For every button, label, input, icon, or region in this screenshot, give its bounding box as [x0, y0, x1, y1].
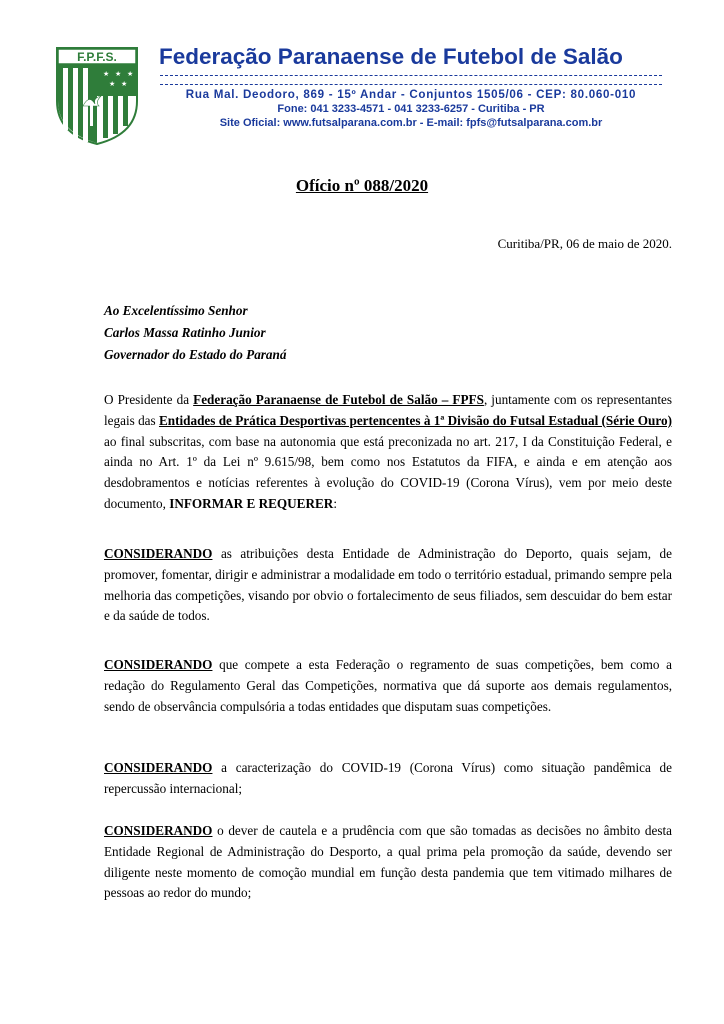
intro-entities-name: Entidades de Prática Desportivas pertencentes à 1ª Divisão do Futsal Estadual (Série Ouro) [158, 412, 672, 428]
organization-site-email: Site Oficial: www.futsalparana.com.br - E-mail: fpfs@futsalparana.com.br [219, 117, 603, 129]
organization-phone: Fone: 041 3233-4571 - 041 3233-6257 - Curitiba - PR [277, 103, 545, 115]
addressee-line: Ao Excelentíssimo Senhor [104, 303, 248, 318]
intro-text: , juntamente com os representantes legais das [104, 392, 672, 428]
intro-federation-name: Federação Paranaense de Futebol de Salão – FPFS [193, 392, 484, 407]
organization-address: Rua Mal. Deodoro, 869 - 15º Andar - Conjuntos 1505/06 - CEP: 80.060-010 [185, 88, 637, 101]
svg-text:★: ★ [121, 80, 128, 88]
fpfs-logo [55, 46, 139, 146]
document-date: Curitiba/PR, 06 de maio de 2020. [497, 236, 672, 251]
header-divider [160, 75, 662, 85]
intro-request-keyword: INFORMAR E REQUERER [169, 495, 334, 511]
considerando-text: as atribuições desta Entidade de Administração do Deporto, quais sejam, de promover, fomentar, dirigir e administrar a modalidade em todo o território estadual, primando sempre pela melhoria das competições, visando por obvio o fortalecimento de seus filiados, sem descuidar do bem estar e da saúde de todos. [104, 546, 672, 624]
svg-text:★: ★ [115, 70, 122, 78]
intro-text: : [333, 495, 337, 511]
considerando-paragraph [104, 655, 672, 717]
addressee-name: Carlos Massa Ratinho Junior [104, 325, 266, 340]
considerando-paragraph [104, 544, 672, 627]
svg-text:★: ★ [103, 70, 110, 78]
considerando-text: a caracterização do COVID-19 (Corona Vírus) como situação pandêmica de repercussão internacional; [104, 760, 672, 796]
svg-text:★: ★ [127, 70, 134, 78]
document-title: Ofício nº 088/2020 [295, 176, 429, 195]
intro-text: ao final subscritas, com base na autonomia que está preconizada no art. 217, I da Constituição Federal, e ainda no Art. 1º da Lei nº 9.615/98, bem como nos Estatutos da FIFA, e ainda e em atenção aos desdobramentos e notícias referentes à evolução do COVID-19 (Corona Vírus), vem por meio deste documento, [104, 433, 672, 511]
intro-paragraph [104, 390, 672, 515]
considerando-keyword: CONSIDERANDO [104, 760, 213, 775]
svg-text:★: ★ [109, 80, 116, 88]
intro-text: O Presidente da [104, 392, 194, 407]
logo-text: F.P.F.S. [77, 50, 117, 64]
considerando-text: que compete a esta Federação o regramento de suas competições, bem como a redação do Regulamento Geral das Competições, normativa que dá suporte aos demais regulamentos, sendo de observância compulsória a todas entidades que disputam suas competições. [104, 657, 672, 714]
considerando-paragraph [104, 758, 672, 800]
considerando-keyword: CONSIDERANDO [104, 823, 213, 838]
considerando-keyword: CONSIDERANDO [104, 657, 213, 672]
addressee-role: Governador do Estado do Paraná [104, 347, 287, 362]
addressee-block [104, 300, 286, 366]
considerando-keyword: CONSIDERANDO [104, 546, 213, 561]
considerando-paragraph [104, 821, 672, 904]
fpfs-shield-icon [55, 46, 139, 146]
organization-name: Federação Paranaense de Futebol de Salão [159, 44, 623, 69]
considerando-text: o dever de cautela e a prudência com que são tomadas as decisões no âmbito desta Entidade Regional de Administração do Desporto, a qual prima pela promoção da saúde, devendo ser diligente neste momento de comoção mundial em função desta pandemia que tem vitimado milhares de pessoas ao redor do mundo; [104, 823, 672, 901]
